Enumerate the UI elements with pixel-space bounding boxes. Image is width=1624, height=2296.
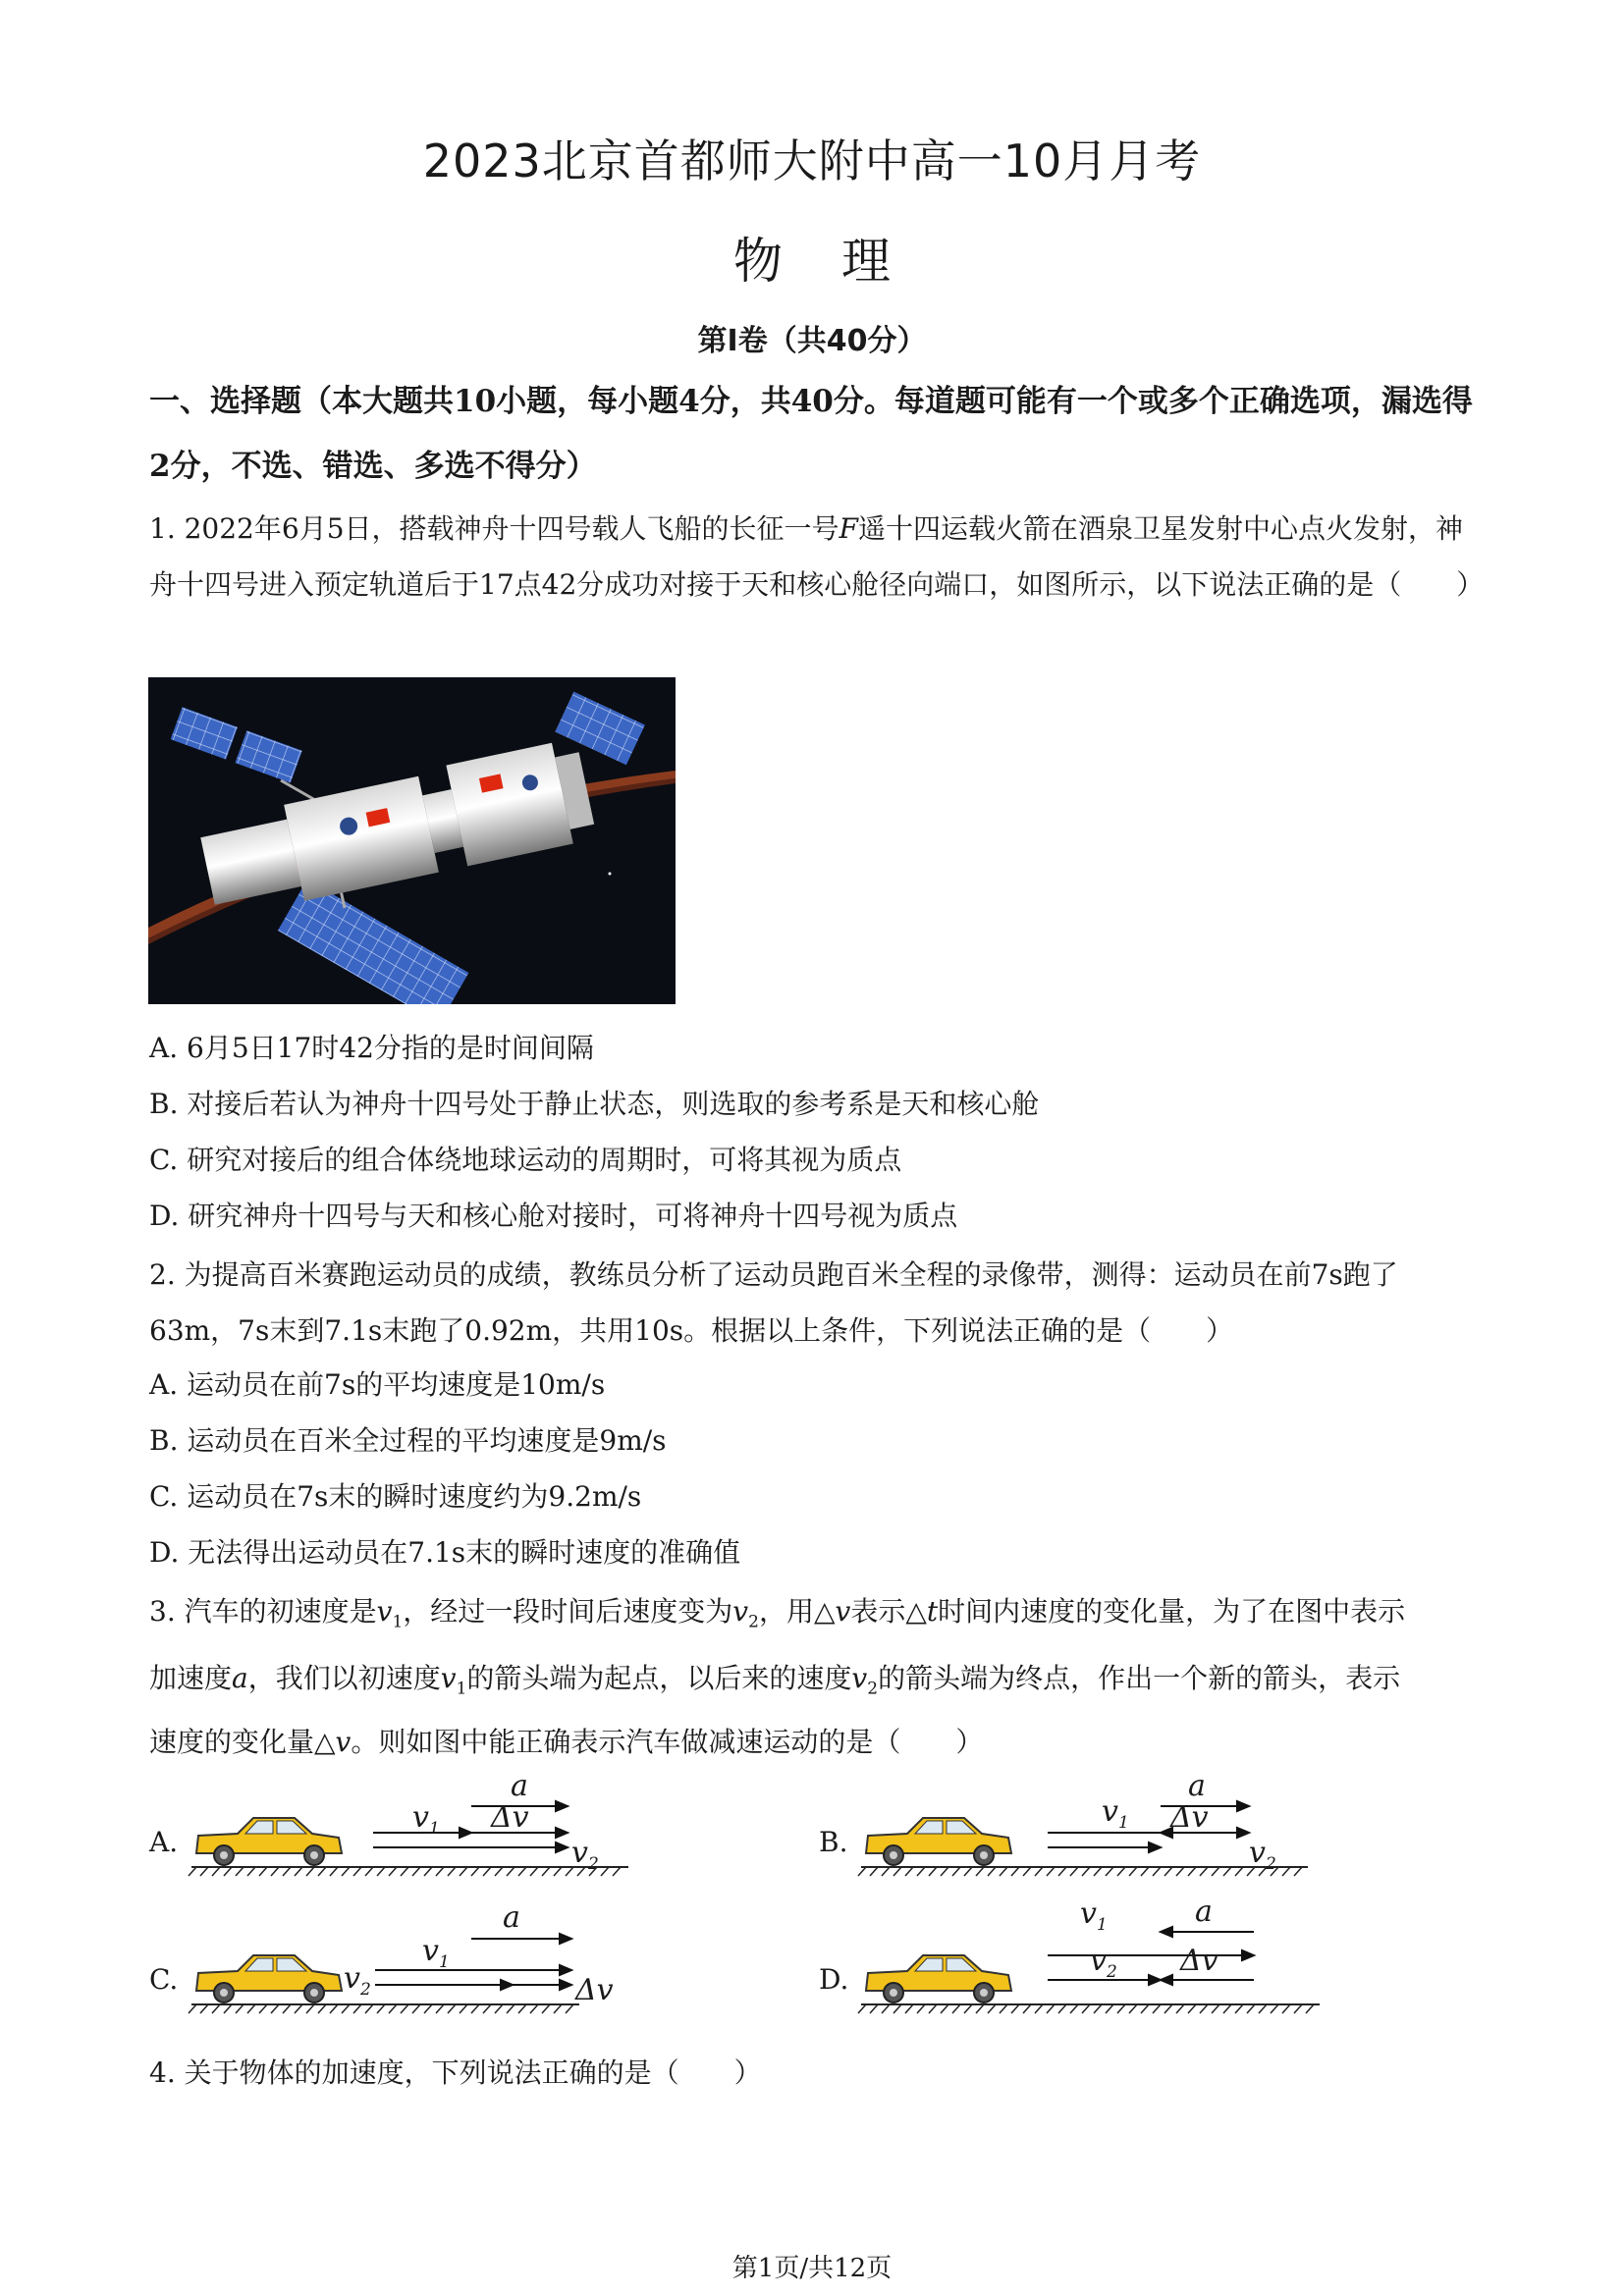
q3-figure-c: [147, 1900, 638, 2032]
subject-title: 物理: [733, 233, 949, 290]
ground-hatch: [189, 1867, 628, 1876]
q2-option-b: B. 运动员在百米全过程的平均速度是9m/s: [149, 1424, 667, 1457]
q1-option-c: C. 研究对接后的组合体绕地球运动的周期时，可将其视为质点: [149, 1144, 902, 1176]
q2-option-d: D. 无法得出运动员在7.1s末的瞬时速度的准确值: [149, 1536, 741, 1569]
exam-title: 2023北京首都师大附中高一10月月考: [422, 134, 1202, 187]
page-footer: 第1页/共12页: [731, 2254, 893, 2283]
figure-d-v2: $v_2$: [1090, 1944, 1117, 1982]
figure-a-label: A.: [149, 1826, 179, 1858]
q1-stem-f: F: [839, 512, 858, 545]
figure-c-v1: $v_1$: [422, 1934, 450, 1972]
car-icon: [196, 1818, 342, 1865]
figure-d-v1: $v_1$: [1080, 1896, 1108, 1935]
figure-a-v2: $v_2$: [571, 1836, 599, 1874]
figure-d-dv: Δv: [1180, 1944, 1218, 1978]
q4-stem: 4. 关于物体的加速度，下列说法正确的是（ ）: [149, 2056, 762, 2089]
figure-a-a: a: [511, 1769, 528, 1803]
q3-figure-b: [817, 1769, 1327, 1895]
ground-hatch: [858, 2004, 1320, 2013]
q2-stem: 2. 为提高百米赛跑运动员的成绩，教练员分析了运动员跑百米全程的录像带，测得：运动员在前7s跑了63m，7s末到7.1s末跑了0.92m，共用10s。根据以上条件，下列说法正确的是（ ）: [149, 1258, 1398, 1347]
q3-line2: 加速度a，我们以初速度$v_1$的箭头端为起点，以后来的速度$v_2$的箭头端为终点，作出一个新的箭头，表示: [149, 1662, 1401, 1699]
q1-option-b: B. 对接后若认为神舟十四号处于静止状态，则选取的参考系是天和核心舱: [149, 1088, 1040, 1120]
car-icon: [866, 1818, 1011, 1865]
q1-stem-a: 1. 2022年6月5日，搭载神舟十四号载人飞船的长征一号: [149, 512, 839, 545]
figure-d-label: D.: [819, 1963, 849, 1996]
ground-hatch: [858, 1867, 1308, 1876]
figure-c-label: C.: [149, 1963, 179, 1996]
q3-figure-d: [817, 1895, 1337, 2032]
figure-c-a: a: [503, 1900, 520, 1935]
figure-b-a: a: [1188, 1769, 1206, 1803]
q3-line1: 3. 汽车的初速度是$v_1$，经过一段时间后速度变为$v_2$，用△v表示△t时间内速度的变化量，为了在图中表示: [149, 1595, 1406, 1632]
figure-d-a: a: [1195, 1895, 1213, 1929]
car-icon: [866, 1955, 1011, 2002]
ground-hatch: [189, 2004, 579, 2013]
q1-stem-b: 遥十四运载火箭在酒泉卫星发射中心点火发射，神舟十四号进入预定轨道后于17点42分成功对接于天和核心舱径向端口，如图所示，以下说法正确的是（ ）: [149, 512, 1485, 601]
figure-b-label: B.: [819, 1826, 848, 1858]
car-icon: [196, 1955, 342, 2002]
figure-c-v2: $v_2$: [344, 1961, 371, 2000]
space-station-photo: [148, 677, 676, 1004]
part1-heading: 一、选择题（本大题共10小题，每小题4分，共40分。每道题可能有一个或多个正确选项，漏选得2分，不选、错选、多选不得分）: [149, 384, 1473, 484]
q2-option-a: A. 运动员在前7s的平均速度是10m/s: [149, 1368, 606, 1401]
q3-line3: 速度的变化量△v。则如图中能正确表示汽车做减速运动的是（ ）: [149, 1726, 984, 1758]
q1-option-d: D. 研究神舟十四号与天和核心舱对接时，可将神舟十四号视为质点: [149, 1200, 958, 1232]
q1-stem: [149, 501, 1485, 613]
figure-b-v1: $v_1$: [1102, 1794, 1129, 1833]
figure-a-v1: $v_1$: [412, 1800, 440, 1839]
figure-b-v2: $v_2$: [1249, 1836, 1276, 1874]
figure-a-dv: Δv: [491, 1800, 529, 1835]
q1-option-a: A. 6月5日17时42分指的是时间间隔: [149, 1032, 594, 1064]
section-title: 第I卷（共40分）: [697, 324, 927, 358]
figure-b-dv: Δv: [1170, 1800, 1209, 1835]
q3-figure-a: [147, 1769, 638, 1895]
q2-option-c: C. 运动员在7s末的瞬时速度约为9.2m/s: [149, 1480, 642, 1513]
figure-c-dv: Δv: [575, 1973, 614, 2007]
